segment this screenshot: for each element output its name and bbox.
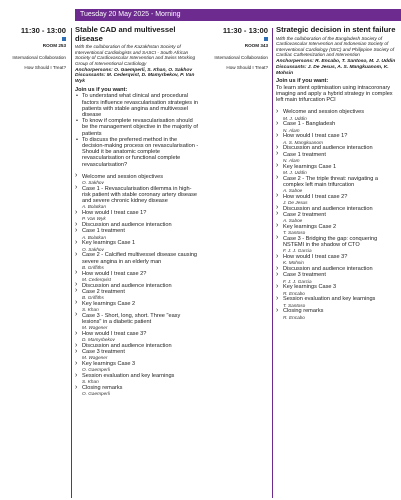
session-title: Strategic decision in stent failure xyxy=(276,25,396,34)
agenda-speaker: J. De Jesus xyxy=(283,199,308,205)
agenda-speaker: S. Khan xyxy=(82,379,99,385)
agenda-list xyxy=(276,109,398,320)
agenda-speaker: T. Santoso xyxy=(283,230,306,236)
session-tag: International Collaboration xyxy=(214,54,268,60)
agenda-speaker: A. Bolatkan xyxy=(82,204,106,210)
agenda-item: › Case 1 - Revascularisation dilemma in high-risk patient with stable coronary artery disease and severe chronic kidney disease xyxy=(75,186,200,205)
agenda-speaker: O. Sakhov xyxy=(82,180,104,185)
agenda-item: › Discussion and audience interaction xyxy=(276,206,398,212)
agenda-speaker: T. Santoso xyxy=(283,302,306,308)
session-body xyxy=(276,26,398,320)
agenda-item: › Case 1 - Bangladesh xyxy=(276,121,398,127)
agenda-speaker: S. Khan xyxy=(82,307,99,313)
session-time: 11:30 - 13:00 xyxy=(20,26,66,35)
agenda-speaker: A. Saboe xyxy=(283,187,303,193)
session-title: Stable CAD and multivessel disease xyxy=(75,25,176,43)
anchorpersons: Anchorpersons: R. Encabo, T. Santoso, M. J. Uddin xyxy=(276,58,396,64)
agenda-item: › Case 2 treatment xyxy=(75,289,200,295)
agenda-speaker: A. S. Mangkuanom xyxy=(283,139,323,145)
agenda-speaker: O. Sakhov xyxy=(82,246,104,252)
agenda-item: › Session evaluation and key learnings xyxy=(276,296,398,302)
agenda-speaker: O. Gaemperli xyxy=(82,367,110,373)
agenda-item: › Closing remarks xyxy=(75,385,200,391)
agenda-item: › Case 1 treatment xyxy=(75,228,200,234)
agenda-speaker: M. Wagener xyxy=(82,325,108,331)
session-room: ROOM 343 xyxy=(244,43,268,48)
session-subtag: How Should I Treat? xyxy=(226,65,268,71)
learning-objective: • To understand what clinical and procedural factors influence revascularisation strategies in patients with stable angina and multivessel disease xyxy=(75,93,200,118)
agenda-speaker: B. Griffiths xyxy=(82,264,104,270)
agenda-item: › Case 3 - Short, long, short. Three "easy lesions" in a diabetic patient xyxy=(75,313,200,325)
session-collaboration: With the collaboration of the Bangladesh Society of Cardiovascular Intervention and Indonesian Society of Interventional Cardiology (ISIC) and Philippine Society of Cardiac Catheterization and Intervention xyxy=(276,35,395,58)
room-marker-icon xyxy=(62,37,66,41)
agenda-speaker: M. Wagener xyxy=(82,355,108,361)
agenda-item: › Welcome and session objectives xyxy=(75,174,200,180)
agenda-item: › Key learnings Case 2 xyxy=(75,301,200,307)
room-marker-icon xyxy=(264,37,268,41)
divider-line xyxy=(71,28,72,498)
agenda-list xyxy=(75,174,200,397)
agenda-item: › How would I treat case 3? xyxy=(75,331,200,337)
join-heading: Join us if you want: xyxy=(75,86,128,93)
agenda-speaker: A. Saboe xyxy=(283,218,303,224)
learning-objective: To learn stent optimisation using intracoronary imaging and apply a hybrid strategy in complex left main trifurcation PCI xyxy=(276,84,393,104)
agenda-item: › Key learnings Case 2 xyxy=(276,224,398,230)
learning-objective: • To discuss the preferred method in the decision-making process on revascularisation - Should it be anatomic complete revascularisation or functional complete revascularisation? xyxy=(75,137,200,168)
agenda-item: › Case 2 - Calcified multivessel disease causing severe angina in an elderly man xyxy=(75,252,200,264)
agenda-item: › Case 2 - The triple threat: navigating a complex left main trifurcation xyxy=(276,176,398,188)
session-subtag: How Should I Treat? xyxy=(24,65,66,71)
date-header-bar: Tuesday 20 May 2025 - Morning xyxy=(75,9,401,21)
session-body xyxy=(75,26,200,397)
agenda-item: › How would I treat case 2? xyxy=(276,194,398,200)
agenda-speaker: F. J. J. Garcia xyxy=(283,278,312,284)
agenda-speaker: M. Cederqvist xyxy=(82,276,111,282)
agenda-speaker: D. Mamyrbekov xyxy=(82,337,115,343)
agenda-item: › Case 3 treatment xyxy=(276,272,398,278)
agenda-item: › Discussion and audience interaction xyxy=(75,222,200,228)
session-meta xyxy=(206,26,268,71)
agenda-item: › Discussion and audience interaction xyxy=(276,145,398,151)
agenda-item: › Discussion and audience interaction xyxy=(276,266,398,272)
session-time: 11:30 - 13:00 xyxy=(222,26,268,35)
agenda-speaker: P. Van Wyk xyxy=(82,216,106,222)
agenda-item: › Key learnings Case 3 xyxy=(276,284,398,290)
agenda-speaker: M. J. Uddin xyxy=(283,115,307,121)
agenda-item: › How would I treat case 1? xyxy=(276,133,398,139)
agenda-item: › Case 2 treatment xyxy=(276,212,398,218)
learning-objectives xyxy=(75,93,200,167)
agenda-item: › Key learnings Case 1 xyxy=(75,240,200,246)
discussants: Discussants: M. Cederqvist, D. Mamyrbekov, P. Van Wyk xyxy=(75,73,195,85)
agenda-item: › Key learnings Case 1 xyxy=(276,164,398,170)
agenda-item: › Key learnings Case 3 xyxy=(75,361,200,367)
agenda-speaker: M. J. Uddin xyxy=(283,169,307,175)
agenda-speaker: F. J. J. Garcia xyxy=(283,248,312,254)
agenda-speaker: R. Encabo xyxy=(283,314,305,320)
agenda-speaker: R. Encabo xyxy=(283,290,305,296)
agenda-item: › How would I treat case 1? xyxy=(75,210,200,216)
session-collaboration: With the collaboration of the Kazakhstan Society of Interventional Cardiologists and SASCI - South African Society of Cardiovascular Intervention and Swiss Working Group of Interventional Cardiology xyxy=(75,44,196,66)
agenda-speaker: N. Alam xyxy=(283,157,300,163)
session-tag: International Collaboration xyxy=(12,54,66,60)
agenda-speaker: A. Bolatkan xyxy=(82,234,106,240)
agenda-item: › Session evaluation and key learnings xyxy=(75,373,200,379)
session-meta xyxy=(4,26,66,71)
agenda-item: › Welcome and session objectives xyxy=(276,109,398,115)
divider-line xyxy=(272,28,273,498)
session-room: ROOM 253 xyxy=(42,43,66,48)
anchorpersons: Anchorpersons: O. Gaemperli, S. Khan, O. Sakhov xyxy=(75,67,193,73)
agenda-item: › Closing remarks xyxy=(276,308,398,314)
agenda-speaker: O. Gaemperli xyxy=(82,391,110,397)
agenda-item: › Case 3 - Bridging the gap: conquering NSTEMI in the shadow of CTO xyxy=(276,236,398,248)
learning-objective: • To know if complete revascularisation should be the management objective in the majority of patients xyxy=(75,118,200,137)
agenda-speaker: B. Griffiths xyxy=(82,295,104,301)
agenda-speaker: N. Alam xyxy=(283,127,300,133)
agenda-item: › How would I treat case 3? xyxy=(276,254,398,260)
agenda-item: › How would I treat case 2? xyxy=(75,271,200,277)
agenda-speaker: K. Mohsin xyxy=(283,260,304,266)
join-heading: Join us if you want: xyxy=(276,78,329,85)
agenda-item: › Discussion and audience interaction xyxy=(75,343,200,349)
discussants: Discussants: J. De Jesus, A. S. Mangkuanom, K. Mohsin xyxy=(276,64,389,76)
agenda-item: › Case 3 treatment xyxy=(75,349,200,355)
agenda-item: › Discussion and audience interaction xyxy=(75,283,200,289)
agenda-item: › Case 1 treatment xyxy=(276,152,398,158)
